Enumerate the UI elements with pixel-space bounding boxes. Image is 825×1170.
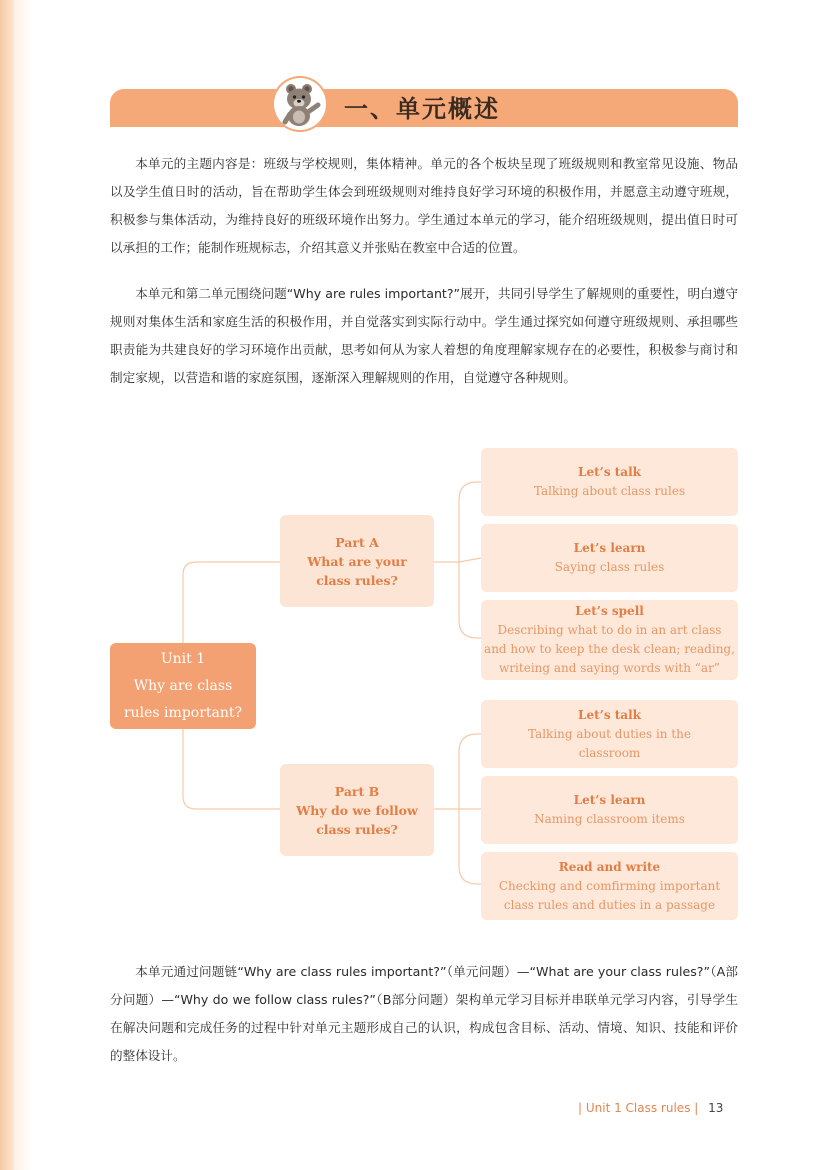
activity-title: Let’s learn: [573, 541, 646, 555]
activity-description-line1: Describing what to do in an art class: [497, 623, 722, 637]
page-footer: [578, 1101, 738, 1115]
activity-description: Naming classroom items: [534, 812, 685, 826]
part-a-activity-talk: [481, 448, 738, 516]
connector-unit-partA: [183, 562, 280, 643]
footer-unit-label: | Unit 1 Class rules |: [578, 1101, 699, 1115]
activity-description-line2: class rules and duties in a passage: [503, 897, 716, 912]
activity-title: Read and write: [558, 859, 661, 874]
page-number: 13: [708, 1101, 724, 1115]
part-b-activity-talk: [481, 700, 738, 768]
unit-question-box: [110, 643, 256, 729]
unit-number: Unit 1: [160, 650, 206, 667]
part-b-activity-learn: [481, 776, 738, 844]
page-edge-strip: [0, 0, 14, 1170]
bear-mascot-icon: [274, 78, 326, 130]
activity-description-line3: writeing and saying words with “ar”: [499, 661, 720, 675]
activity-title: Let’s talk: [578, 707, 641, 722]
part-a-label: Part A: [335, 534, 379, 550]
question-chain-paragraph: 本单元通过问题链“Why are class rules important?”（单元问题）—“What are your class rules?”（A部分问题）—“Why do we follow class rules?”（B部分问题）架构单元学习目标并串联单元学习内容，引导学生在解决问题和完成任务的过程中针对单元主题形成自己的认识，构成包含目标、活动、情境、知识、技能和评价的整体设计。: [110, 964, 738, 1063]
activity-description-line2: and how to keep the desk clean; reading,: [484, 642, 735, 656]
part-b-activity-read-write: [481, 852, 738, 920]
part-a-question-line2: class rules?: [316, 572, 398, 588]
part-b-question-line2: class rules?: [316, 821, 398, 837]
activity-description: Talking about class rules: [533, 484, 686, 498]
activity-title: Let’s spell: [575, 604, 644, 618]
activity-description: Saying class rules: [554, 560, 665, 574]
unit-link-paragraph: 本单元和第二单元围绕问题“Why are rules important?”展开，共同引导学生了解规则的重要性，明白遵守规则对集体生活和家庭生活的积极作用，并自觉落实到实际行动中。学生通过探究如何遵守班级规则、承担哪些职责能为共建良好的学习环境作出贡献，思考如何从为家人着想的角度理解家规存在的必要性，积极参与商讨和制定家规，以营造和谐的家庭氛围，逐渐深入理解规则的作用，自觉遵守各种规则。: [110, 286, 738, 385]
part-a-activity-learn: [481, 524, 738, 592]
connector-partA-activities: [434, 482, 481, 638]
page-edge-gradient: [14, 0, 32, 1170]
part-b-question-line1: Why do we follow: [296, 802, 418, 818]
part-a-question-line1: What are your: [307, 553, 407, 569]
activity-title: Let’s learn: [573, 793, 646, 807]
connector-partB-activities: [434, 734, 481, 884]
part-a-box: [280, 515, 434, 607]
activity-description-line2: classroom: [578, 745, 641, 760]
part-b-label: Part B: [334, 783, 380, 799]
section-title: 一、单元概述: [344, 94, 500, 123]
part-b-box: [280, 764, 434, 856]
part-a-activity-spell: [481, 600, 738, 680]
connector-unit-partB: [183, 729, 280, 809]
activity-description-line1: Checking and comfirming important: [498, 878, 721, 893]
activity-description-line1: Talking about duties in the: [527, 726, 691, 741]
unit-question-line1: Why are class: [133, 677, 233, 694]
activity-title: Let’s talk: [578, 465, 641, 479]
unit-question-line2: rules important?: [123, 704, 243, 721]
intro-paragraph: 本单元的主题内容是：班级与学校规则，集体精神。单元的各个板块呈现了班级规则和教室常见设施、物品以及学生值日时的活动，旨在帮助学生体会到班级规则对维持良好学习环境的积极作用，并愿意主动遵守班规，积极参与集体活动，为维持良好的班级环境作出努力。学生通过本单元的学习，能介绍班级规则，提出值日时可以承担的工作；能制作班规标志，介绍其意义并张贴在教室中合适的位置。: [110, 156, 738, 255]
